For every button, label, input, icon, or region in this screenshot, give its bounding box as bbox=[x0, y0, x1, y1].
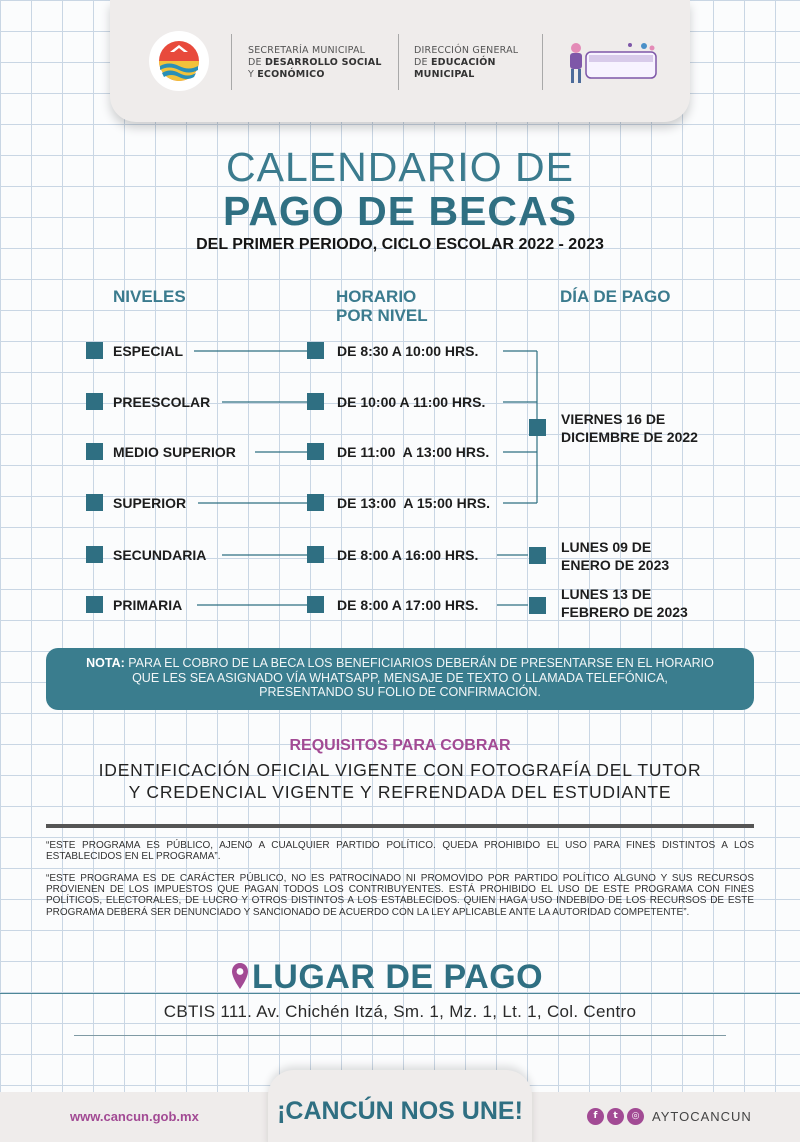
schedule-secundaria: DE 8:00 A 16:00 HRS. bbox=[337, 547, 479, 563]
payday-enero: LUNES 09 DE ENERO DE 2023 bbox=[561, 539, 670, 573]
row-marker bbox=[86, 342, 103, 359]
secretaria-text: SECRETARÍA MUNICIPAL DE DESARROLLO SOCIAL Y ECONÓMICO bbox=[248, 45, 382, 80]
payday-marker bbox=[529, 419, 546, 436]
payday-marker bbox=[529, 547, 546, 564]
instagram-icon[interactable]: ◎ bbox=[627, 1108, 644, 1125]
payday-febrero: LUNES 13 DE FEBRERO DE 2023 bbox=[561, 586, 688, 620]
level-medio-superior: MEDIO SUPERIOR bbox=[113, 444, 236, 460]
level-especial: ESPECIAL bbox=[113, 343, 184, 359]
schedule-marker bbox=[307, 393, 324, 410]
schedule-marker bbox=[307, 546, 324, 563]
note-box: NOTA: PARA EL COBRO DE LA BECA LOS BENEFICIARIOS DEBERÁN DE PRESENTARSE EN EL HORARIO QUE LES SEA ASIGNADO VÍA WHATSAPP, MENSAJE DE TEXTO O LLAMADA TELEFÓNICA, PRESENTANDO SU FOLIO DE CONFIRMACIÓN. bbox=[46, 648, 754, 710]
title-line-1: CALENDARIO DE bbox=[226, 144, 574, 190]
note-label: NOTA: bbox=[86, 656, 125, 670]
twitter-icon[interactable]: t bbox=[607, 1108, 624, 1125]
column-header-niveles: NIVELES bbox=[113, 287, 186, 306]
slogan: ¡CANCÚN NOS UNE! bbox=[277, 1097, 523, 1125]
schedule-primaria: DE 8:00 A 17:00 HRS. bbox=[337, 597, 479, 613]
website-link[interactable]: www.cancun.gob.mx bbox=[70, 1109, 199, 1124]
row-marker bbox=[86, 494, 103, 511]
divider bbox=[46, 824, 754, 828]
payday-marker bbox=[529, 597, 546, 614]
schedule-marker bbox=[307, 494, 324, 511]
schedule-marker bbox=[307, 342, 324, 359]
column-header-horario: HORARIO POR NIVEL bbox=[336, 287, 428, 325]
schedule-marker bbox=[307, 443, 324, 460]
requirement-line-2: Y CREDENCIAL VIGENTE Y REFRENDADA DEL ESTUDIANTE bbox=[128, 782, 672, 802]
schedule-especial: DE 8:30 A 10:00 HRS. bbox=[337, 343, 479, 359]
row-marker bbox=[86, 443, 103, 460]
schedule-preescolar: DE 10:00 A 11:00 HRS. bbox=[337, 394, 486, 410]
schedule-marker bbox=[307, 596, 324, 613]
level-superior: SUPERIOR bbox=[113, 495, 187, 511]
payday-diciembre: VIERNES 16 DE DICIEMBRE DE 2022 bbox=[561, 411, 698, 445]
level-primaria: PRIMARIA bbox=[113, 597, 183, 613]
direccion-text: DIRECCIÓN GENERAL DE EDUCACIÓN MUNICIPAL bbox=[414, 45, 519, 80]
row-marker bbox=[86, 393, 103, 410]
address: CBTIS 111. Av. Chichén Itzá, Sm. 1, Mz. 1, Lt. 1, Col. Centro bbox=[163, 1002, 637, 1021]
facebook-icon[interactable]: f bbox=[587, 1108, 604, 1125]
column-header-dia-de-pago: DÍA DE PAGO bbox=[560, 287, 671, 306]
schedule-medio-superior: DE 11:00 A 13:00 HRS. bbox=[337, 444, 490, 460]
requirement-line-1: IDENTIFICACIÓN OFICIAL VIGENTE CON FOTOGRAFÍA DEL TUTOR bbox=[98, 760, 702, 780]
level-secundaria: SECUNDARIA bbox=[113, 547, 207, 563]
place-title: LUGAR DE PAGO bbox=[252, 958, 544, 996]
social-handle[interactable]: AYTOCANCUN bbox=[652, 1109, 752, 1124]
legal-paragraph-2: “ESTE PROGRAMA ES DE CARÁCTER PÚBLICO, NO ES PATROCINADO NI PROMOVIDO POR PARTIDO POLÍTICO ALGUNO Y SUS RECURSOS PROVIENEN DE LOS IMPUESTOS QUE PAGAN TODOS LOS CONTRIBUYENTES. ESTÁ PROHIBIDO EL USO DE ESTE PROGRAMA CON FINES POLÍTICOS, ELECTORALES, DE LUCRO Y OTROS DISTINTOS A LOS ESTABLECIDOS. QUIEN HAGA USO INDEBIDO DE LOS RECURSOS DE ESTE PROGRAMA DEBERÁ SER DENUNCIADO Y SANCIONADO DE ACUERDO CON LA LEY APLICABLE ANTE LA AUTORIDAD COMPETENTE”. bbox=[46, 873, 754, 918]
requirements-title: REQUISITOS PARA COBRAR bbox=[289, 737, 511, 754]
row-marker bbox=[86, 596, 103, 613]
legal-paragraph-1: “ESTE PROGRAMA ES PÚBLICO, AJENO A CUALQUIER PARTIDO POLÍTICO. QUEDA PROHIBIDO EL USO PARA FINES DISTINTOS A LOS ESTABLECIDOS EN EL PROGRAMA”. bbox=[46, 840, 754, 863]
level-preescolar: PREESCOLAR bbox=[113, 394, 211, 410]
address-rule bbox=[74, 1035, 726, 1036]
row-marker bbox=[86, 546, 103, 563]
schedule-superior: DE 13:00 A 15:00 HRS. bbox=[337, 495, 491, 511]
title-line-2: PAGO DE BECAS bbox=[223, 188, 577, 234]
subtitle: DEL PRIMER PERIODO, CICLO ESCOLAR 2022 - 2023 bbox=[196, 236, 604, 253]
